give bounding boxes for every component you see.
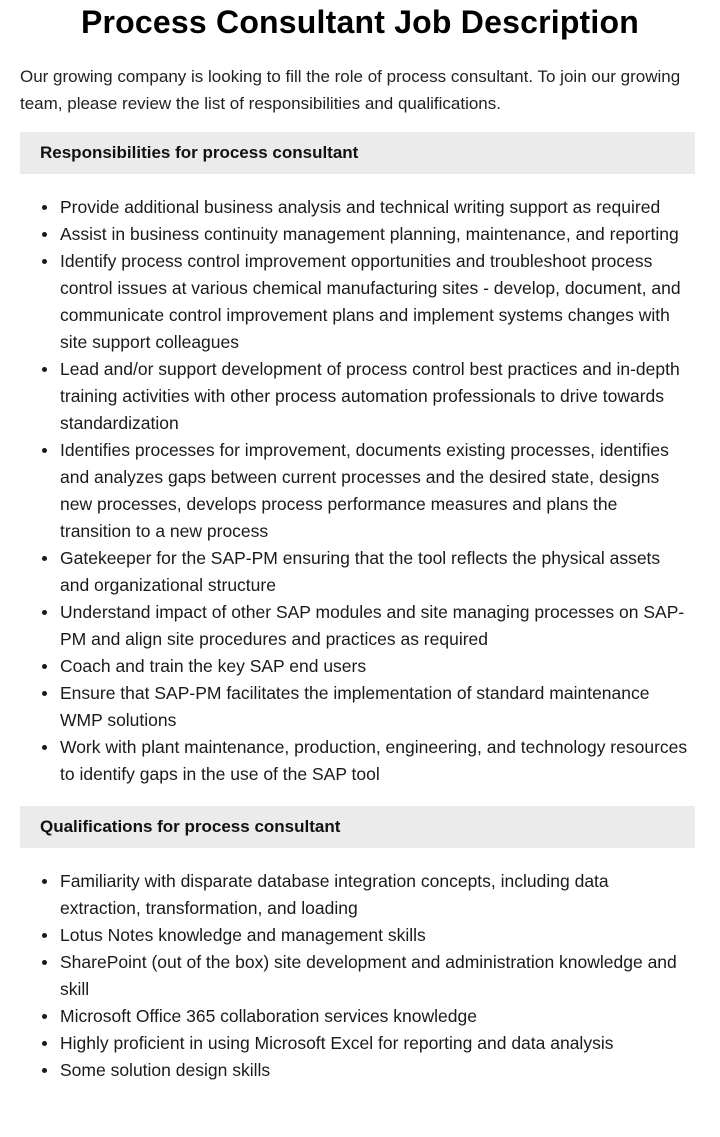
responsibility-item: Provide additional business analysis and technical writing support as required	[60, 194, 695, 221]
responsibility-item: Lead and/or support development of process control best practices and in-depth training activities with other process automation professionals to drive towards standardization	[60, 356, 695, 437]
responsibility-item: Coach and train the key SAP end users	[60, 653, 695, 680]
responsibility-item: Identifies processes for improvement, documents existing processes, identifies and analyzes gaps between current processes and the desired state, designs new processes, develops process performance measures and plans the transition to a new process	[60, 437, 695, 545]
intro-paragraph: Our growing company is looking to fill the role of process consultant. To join our growing team, please review the list of responsibilities and qualifications.	[20, 67, 681, 113]
qualification-item: Highly proficient in using Microsoft Excel for reporting and data analysis	[60, 1030, 695, 1057]
qualifications-list	[20, 868, 695, 1084]
responsibilities-list	[20, 194, 695, 788]
qualifications-heading: Qualifications for process consultant	[20, 806, 695, 848]
page-title: Process Consultant Job Description	[80, 4, 640, 40]
responsibility-item: Identify process control improvement opportunities and troubleshoot process control issues at various chemical manufacturing sites - develop, document, and communicate control improvement plans and implement systems changes with site support colleagues	[60, 248, 695, 356]
qualification-item: Lotus Notes knowledge and management skills	[60, 922, 695, 949]
qualification-item: Microsoft Office 365 collaboration services knowledge	[60, 1003, 695, 1030]
responsibility-item: Gatekeeper for the SAP-PM ensuring that the tool reflects the physical assets and organizational structure	[60, 545, 695, 599]
responsibilities-heading: Responsibilities for process consultant	[20, 132, 695, 174]
responsibility-item: Ensure that SAP-PM facilitates the implementation of standard maintenance WMP solutions	[60, 680, 695, 734]
qualification-item: Familiarity with disparate database integration concepts, including data extraction, transformation, and loading	[60, 868, 695, 922]
qualification-item: Some solution design skills	[60, 1057, 695, 1084]
qualification-item: SharePoint (out of the box) site development and administration knowledge and skill	[60, 949, 695, 1003]
responsibility-item: Understand impact of other SAP modules and site managing processes on SAP-PM and align site procedures and practices as required	[60, 599, 695, 653]
responsibility-item: Work with plant maintenance, production, engineering, and technology resources to identify gaps in the use of the SAP tool	[60, 734, 695, 788]
responsibility-item: Assist in business continuity management planning, maintenance, and reporting	[60, 221, 695, 248]
